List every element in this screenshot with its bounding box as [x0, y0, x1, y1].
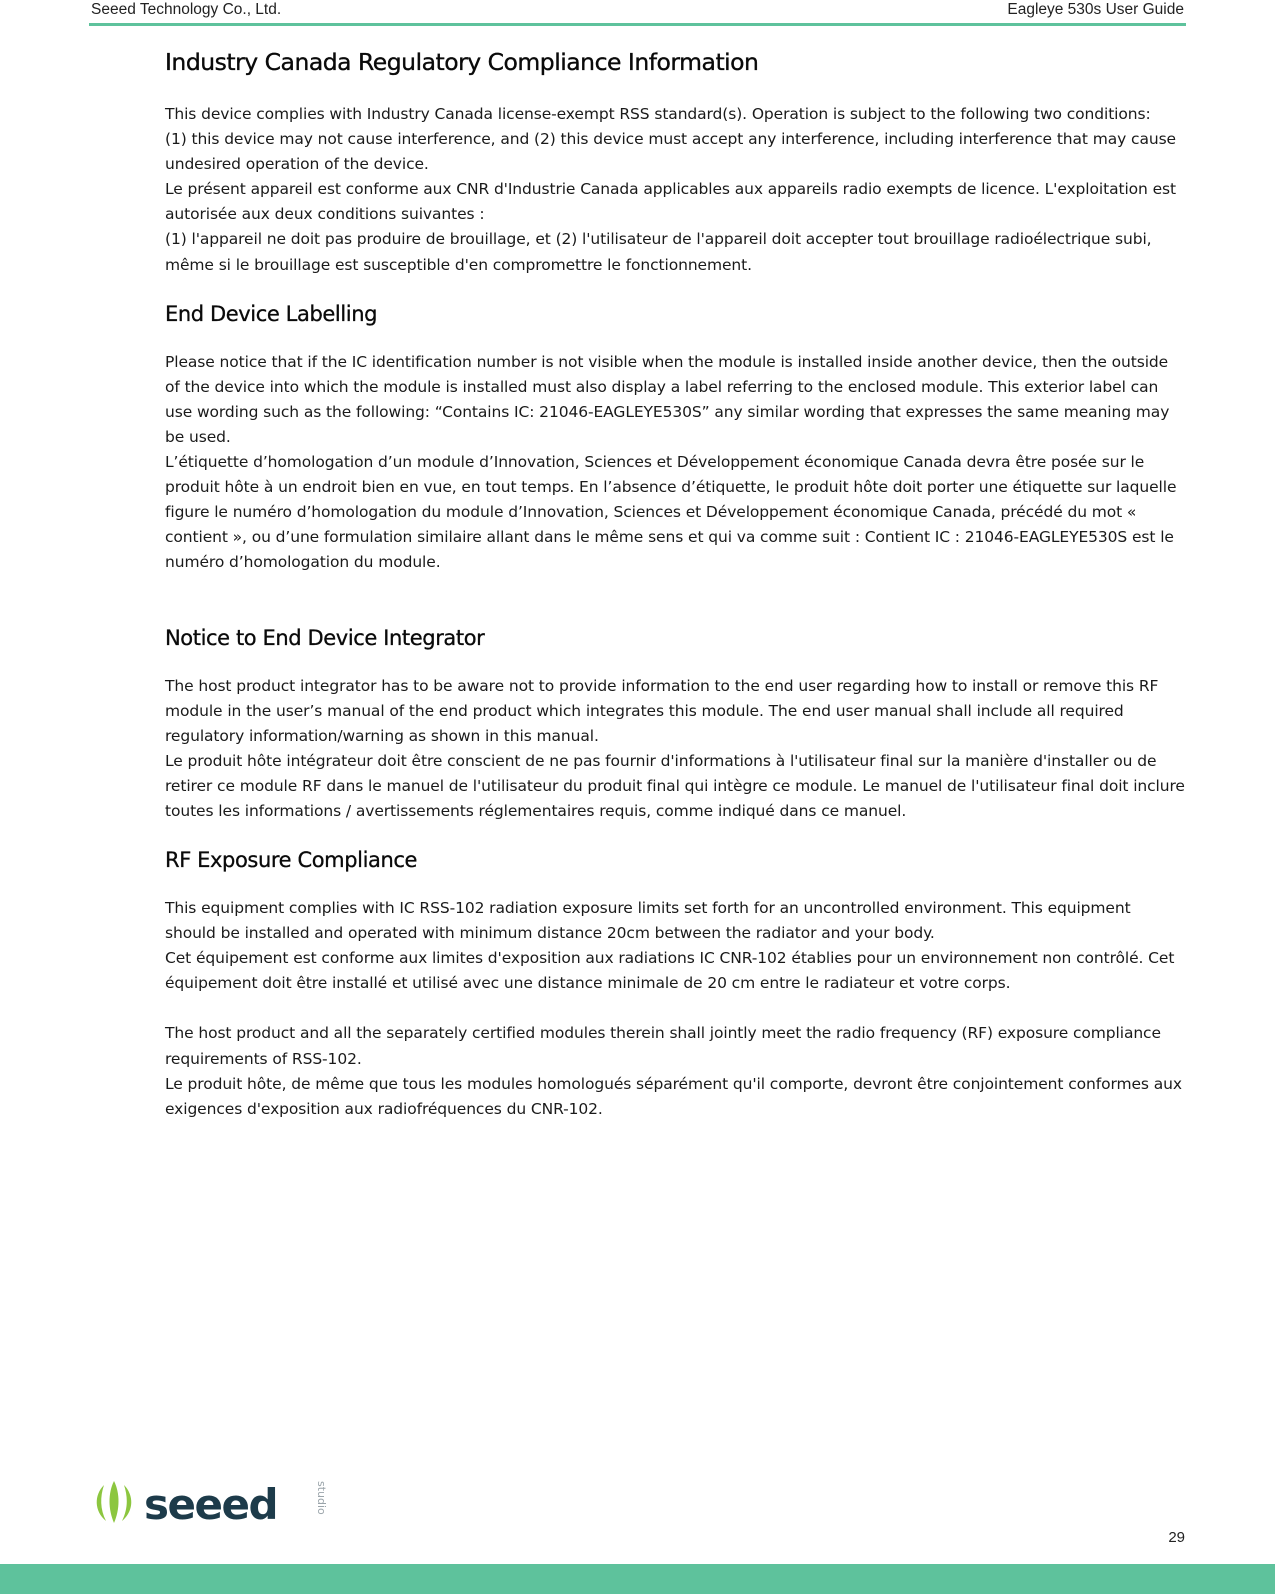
header-doc-title: Eagleye 530s User Guide	[1007, 1, 1184, 18]
logo-subtext: studio	[315, 1481, 328, 1515]
paragraph: Le produit hôte intégrateur doit être conscient de ne pas fournir d'informations à l'utilisateur final sur la manière d'installer ou de retirer ce module RF dans le manuel de l'utilisateur du produit final qui intègre ce module. Le manuel de l'utilisateur final doit inclure toutes les informations / avertissements réglementaires requis, comme indiqué dans ce manuel.	[165, 751, 1185, 820]
paragraph: The host product integrator has to be aware not to provide information to the end user regarding how to install or remove this RF module in the user’s manual of the end product which integrates this module. The end user manual shall include all required regulatory information/warning as shown in this manual.	[165, 676, 1159, 745]
paragraph: This equipment complies with IC RSS-102 radiation exposure limits set forth for an uncontrolled environment. This equipment should be installed and operated with minimum distance 20cm between the radiator and your body.	[165, 899, 1131, 943]
footer-bar	[0, 1564, 1275, 1594]
paragraph: L’étiquette d’homologation d’un module d’Innovation, Sciences et Développement économique Canada devra être posée sur le produit hôte à un endroit bien en vue, en tout temps. En l’absence d’étiquette, le produit hôte doit porter une étiquette sur laquelle figure le numéro d’homologation du module d’Innovation, Sciences et Développement économique Canada, précédé du mot « contient », ou d’une formulation similaire allant dans le même sens et qui va comme suit : Contient IC : 21046-EAGLEYE530S est le numéro d’homologation du module.	[165, 453, 1177, 572]
paragraph: Le présent appareil est conforme aux CNR d'Industrie Canada applicables aux appareils radio exempts de licence. L'exploitation est autorisée aux deux conditions suivantes :	[165, 180, 1176, 224]
paragraph: This device complies with Industry Canada license-exempt RSS standard(s). Operation is subject to the following two conditions:	[165, 105, 1151, 123]
seeed-leaf-icon	[97, 1481, 132, 1523]
paragraph: (1) l'appareil ne doit pas produire de brouillage, et (2) l'utilisateur de l'appareil doit accepter tout brouillage radioélectrique subi, même si le brouillage est susceptible d'en compromettre le fonctionnement.	[165, 230, 1152, 274]
paragraph: (1) this device may not cause interference, and (2) this device must accept any interference, including interference that may cause undesired operation of the device.	[165, 130, 1176, 174]
logo-wordmark: seeed	[144, 1480, 278, 1529]
section-title-ic-compliance: Industry Canada Regulatory Compliance Information	[165, 48, 759, 76]
page-content	[165, 48, 1185, 1122]
section-title-notice-integrator: Notice to End Device Integrator	[165, 625, 485, 650]
seeed-studio-logo	[90, 1479, 330, 1529]
paragraph: Please notice that if the IC identification number is not visible when the module is installed inside another device, then the outside of the device into which the module is installed must also display a label referring to the enclosed module. This exterior label can use wording such as the following: “Contains IC: 21046-EAGLEYE530S” any similar wording that expresses the same meaning may be used.	[165, 352, 1170, 446]
header-company: Seeed Technology Co., Ltd.	[91, 1, 282, 18]
section-title-rf-exposure: RF Exposure Compliance	[165, 848, 418, 873]
paragraph: Cet équipement est conforme aux limites d'exposition aux radiations IC CNR-102 établies pour un environnement non contrôlé. Cet équipement doit être installé et utilisé avec une distance minimale de 20 cm entre le radiateur et votre corps.	[165, 949, 1175, 993]
page-header	[89, 0, 1186, 26]
paragraph: Le produit hôte, de même que tous les modules homologués séparément qu'il comporte, devront être conjointement conformes aux exigences d'exposition aux radiofréquences du CNR-102.	[165, 1074, 1182, 1118]
paragraph: The host product and all the separately certified modules therein shall jointly meet the radio frequency (RF) exposure compliance requirements of RSS-102.	[165, 1024, 1161, 1068]
page-number: 29	[1168, 1529, 1185, 1546]
section-title-end-device-labelling: End Device Labelling	[165, 301, 378, 326]
